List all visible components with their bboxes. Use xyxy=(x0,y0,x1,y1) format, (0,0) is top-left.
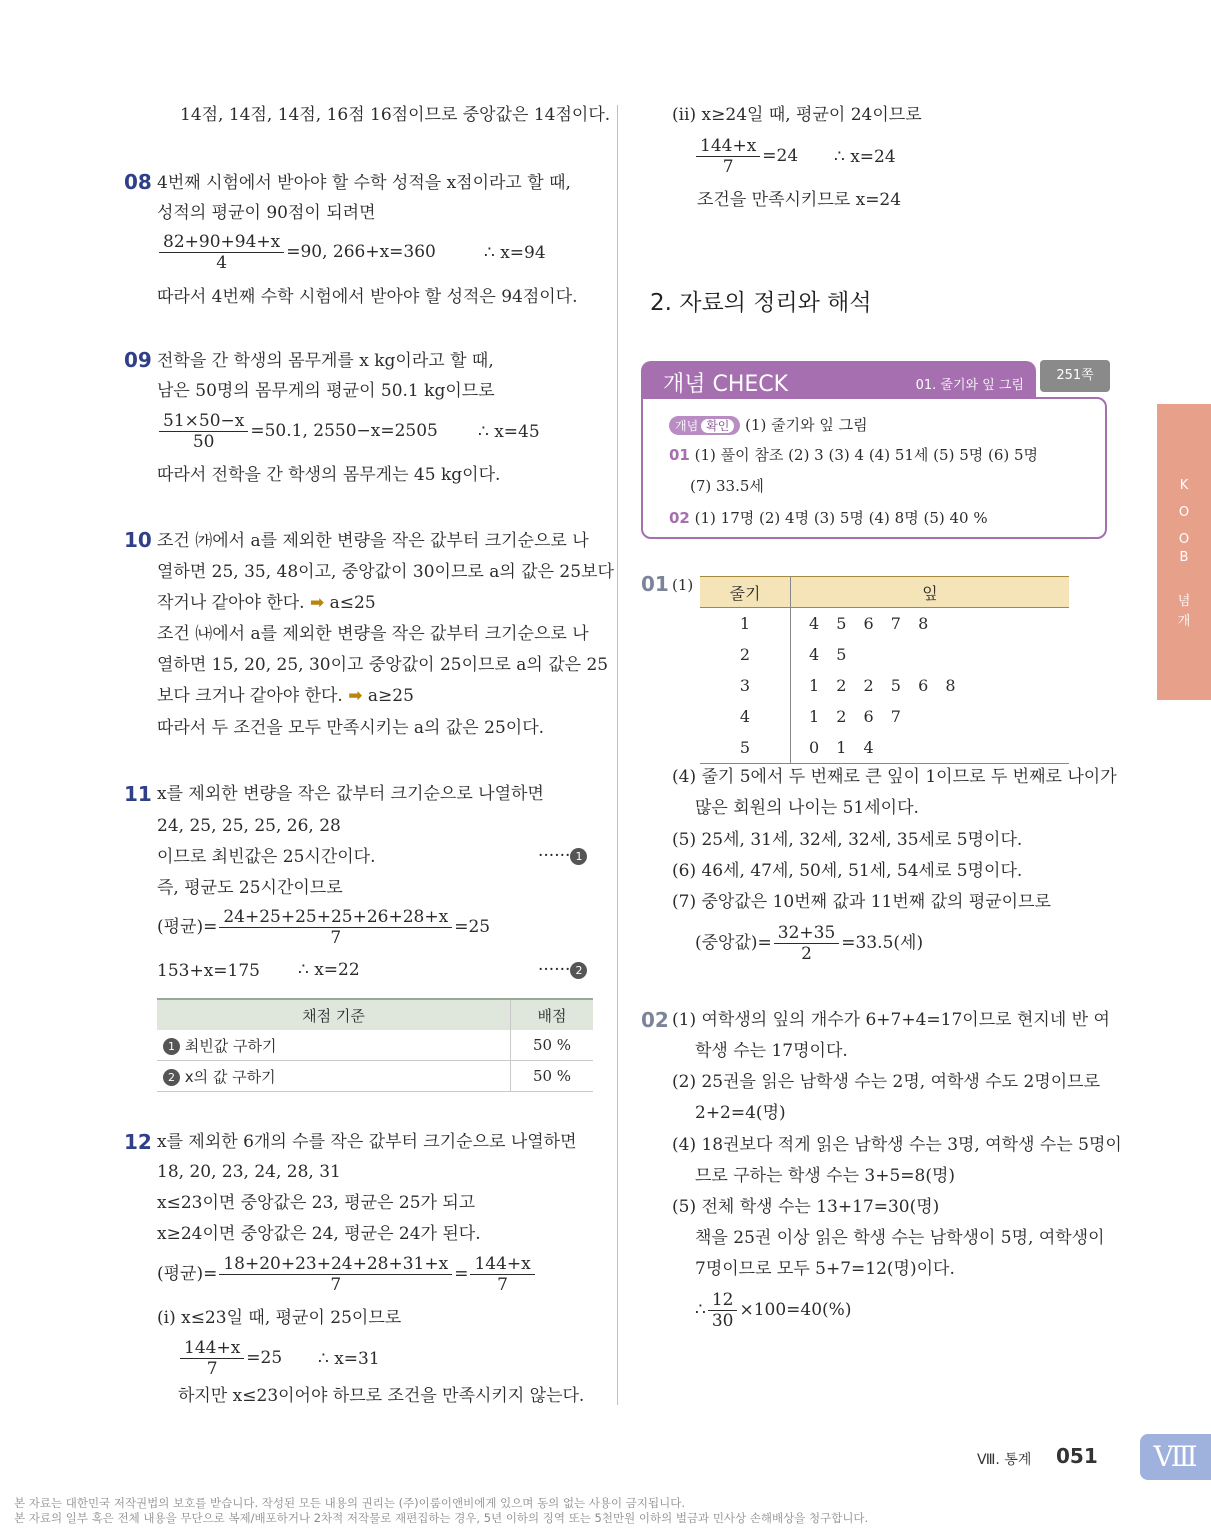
question-number-08: 08 xyxy=(124,170,152,194)
scoring-points-1: 50 % xyxy=(511,1030,594,1061)
q12-line3: x≤23이면 중앙값은 23, 평균은 25가 되고 xyxy=(157,1193,476,1213)
q01-part4-line2: 많은 회원의 나이는 51세이다. xyxy=(695,798,919,818)
q12-case1-eq: =25 xyxy=(246,1348,283,1368)
q02-therefore: ∴ xyxy=(695,1300,706,1320)
q01-part1: (1) xyxy=(672,576,694,594)
concept-check-subtitle: 01. 줄기와 잎 그림 xyxy=(915,378,1024,393)
q02-part5-line2: 책을 25권 이상 읽은 학생 수는 남학생이 5명, 여학생이 xyxy=(695,1228,1105,1248)
stem-value: 1 xyxy=(700,608,791,640)
table-row xyxy=(157,1061,593,1092)
q12-line1: x를 제외한 6개의 수를 작은 값부터 크기순으로 나열하면 xyxy=(157,1132,577,1152)
leaf-values: 4 5 xyxy=(809,645,847,664)
q10-line3 xyxy=(157,592,376,614)
copyright-notice xyxy=(14,1496,868,1526)
q11-mark2-dots: ······ xyxy=(538,960,571,980)
scoring-table xyxy=(157,998,593,1092)
q12-avg-label: (평균)= xyxy=(157,1264,218,1284)
concept-page-ref: 251쪽 xyxy=(1040,360,1110,392)
q11-equation xyxy=(157,907,490,948)
q02-part5-line3: 7명이므로 모두 5+7=12(명)이다. xyxy=(695,1259,955,1279)
q12-equation: (평균)= $\frac{18+20+23+24+28+31+x}{7}$ = $\frac{144+x}{7}$ xyxy=(157,1254,537,1295)
q11-line4: 즉, 평균도 25시간이므로 xyxy=(157,878,343,898)
q02-part1-line2: 학생 수는 17명이다. xyxy=(695,1041,848,1061)
concept-check-header xyxy=(641,361,1036,399)
section-title: 2. 자료의 정리와 해석 xyxy=(650,290,872,316)
concept-answer-01-text: (1) 풀이 참조 (2) 3 (3) 4 (4) 51세 (5) 5명 (6) 5명 xyxy=(694,446,1039,464)
median-label: (중앙값)= xyxy=(695,933,772,953)
question-number-09: 09 xyxy=(124,348,152,372)
q10-line5: 열하면 15, 20, 25, 30이고 중앙값이 25이므로 a의 값은 25 xyxy=(157,655,609,675)
q08-eq-rest: =90, 266+x=360 xyxy=(286,242,436,262)
q08-frac-den: 4 xyxy=(216,253,228,273)
q09-fraction xyxy=(159,411,248,452)
q11-frac-num: 24+25+25+25+26+28+x xyxy=(219,907,452,928)
q12-fraction-2 xyxy=(470,1254,534,1295)
footer-chapter: Ⅷ. 통계 xyxy=(977,1452,1032,1468)
q12-case1-end: 하지만 x≤23이어야 하므로 조건을 만족시키지 않는다. xyxy=(178,1386,585,1406)
scoring-criteria-2: x의 값 구하기 xyxy=(184,1067,276,1086)
q01-part5: (5) 25세, 31세, 32세, 32세, 35세로 5명이다. xyxy=(672,830,1023,850)
q08-fraction xyxy=(159,232,284,273)
leaf-values: 1 2 2 5 6 8 xyxy=(809,676,956,695)
concept-check-title: 개념 CHECK xyxy=(663,372,789,397)
scoring-criteria-1: 최빈값 구하기 xyxy=(184,1036,277,1055)
table-row xyxy=(700,639,1069,670)
circled-one-icon: 1 xyxy=(163,1038,180,1055)
q09-eq-rest: =50.1, 2550−x=2505 xyxy=(250,421,438,441)
copyright-line-1: 본 자료는 대한민국 저작권법의 보호를 받습니다. 작성된 모든 내용의 권리는 (주)이룸이앤비에게 있으며 동의 없는 사용이 금지됩니다. xyxy=(14,1496,685,1510)
column-divider xyxy=(617,105,618,1405)
q02-percent-rest: ×100=40(%) xyxy=(739,1300,852,1320)
concept-answer-02 xyxy=(669,507,988,528)
scoring-points-2: 50 % xyxy=(511,1061,594,1092)
table-row xyxy=(700,670,1069,701)
side-tab-letter: 념 xyxy=(1177,594,1191,609)
q11-therefore: ∴ x=22 xyxy=(298,960,360,980)
q02-fraction xyxy=(708,1290,738,1331)
q09-therefore: ∴ x=45 xyxy=(478,422,540,442)
chapter-tab: Ⅷ xyxy=(1140,1434,1211,1480)
question-number-11: 11 xyxy=(124,782,152,806)
q11-fraction xyxy=(219,907,452,948)
scoring-header-points: 배점 xyxy=(511,999,594,1030)
side-tab-letter: O xyxy=(1178,505,1190,520)
q09-line2: 남은 50명의 몸무게의 평균이 50.1 kg이므로 xyxy=(157,381,495,401)
copyright-line-2: 본 자료의 일부 혹은 전체 내용을 무단으로 복제/배포하거나 2차적 저작물로 재편집하는 경우, 5년 이하의 징역 또는 5천만원 이하의 벌금과 민사상 손해배상을 청구합니다. xyxy=(14,1511,869,1525)
stem-leaf-table xyxy=(700,576,1069,764)
stem-header: 줄기 xyxy=(700,577,791,608)
stem-value: 4 xyxy=(700,701,791,732)
intro-line: 14점, 14점, 14점, 16점 16점이므로 중앙값은 14점이다. xyxy=(180,105,611,125)
circled-two-icon: 2 xyxy=(570,962,587,979)
badge-text: (1) 줄기와 잎 그림 xyxy=(745,416,868,434)
concept-answer-02-text: (1) 17명 (2) 4명 (3) 5명 (4) 8명 (5) 40 % xyxy=(694,509,988,527)
q09-frac-num: 51×50−x xyxy=(159,411,248,432)
q11-line2: 24, 25, 25, 25, 26, 28 xyxy=(157,816,341,836)
table-row xyxy=(700,732,1069,764)
q12-case2-end: 조건을 만족시키므로 x=24 xyxy=(697,190,902,210)
q01-median-equation xyxy=(695,923,923,964)
arrow-right-icon: ➡ xyxy=(310,593,325,613)
scoring-header-criteria: 채점 기준 xyxy=(157,999,511,1030)
q12-case1-num: 144+x xyxy=(180,1338,244,1359)
q09-line1: 전학을 간 학생의 몸무게를 x kg이라고 할 때, xyxy=(157,351,494,371)
table-row xyxy=(700,701,1069,732)
circled-two-icon: 2 xyxy=(163,1069,180,1086)
question-number-12: 12 xyxy=(124,1130,152,1154)
q02-part2-line2: 2+2=4(명) xyxy=(695,1103,786,1123)
q09-line4: 따라서 전학을 간 학생의 몸무게는 45 kg이다. xyxy=(157,465,501,485)
leaf-values: 1 2 6 7 xyxy=(809,707,901,726)
concept-answer-01b: (7) 33.5세 xyxy=(690,477,764,495)
circled-one-icon: 1 xyxy=(570,848,587,865)
q12-case2-num: 144+x xyxy=(696,136,760,157)
q12-frac2-den: 7 xyxy=(497,1275,508,1295)
q11-line1: x를 제외한 변량을 작은 값부터 크기순으로 나열하면 xyxy=(157,784,544,804)
q02-part4-line1: (4) 18권보다 적게 읽은 남학생 수는 3명, 여학생 수는 5명이 xyxy=(672,1135,1122,1155)
q10-line3-text: 작거나 같아야 한다. xyxy=(157,593,305,613)
median-fraction xyxy=(774,923,840,964)
q10-line4: 조건 ㈏에서 a를 제외한 변량을 작은 값부터 크기순으로 나 xyxy=(157,624,589,644)
q08-line4: 따라서 4번째 수학 시험에서 받아야 할 성적은 94점이다. xyxy=(157,287,578,307)
q12-case1: (ⅰ) x≤23일 때, 평균이 25이므로 xyxy=(157,1308,402,1328)
q01-part4-line1: (4) 줄기 5에서 두 번째로 큰 잎이 1이므로 두 번째로 나이가 xyxy=(672,767,1117,787)
q08-frac-num: 82+90+94+x xyxy=(159,232,284,253)
median-den: 2 xyxy=(801,944,812,964)
leaf-values: 0 1 4 xyxy=(791,732,1070,764)
q02-part2-line1: (2) 25권을 읽은 남학생 수는 2명, 여학생 수도 2명이므로 xyxy=(672,1072,1100,1092)
q10-line6-result: a≥25 xyxy=(367,686,414,706)
q12-case1-fraction xyxy=(180,1338,244,1379)
q12-frac2-num: 144+x xyxy=(470,1254,534,1275)
q12-case2-eq: =24 xyxy=(762,146,799,166)
q02-frac-den: 30 xyxy=(711,1311,734,1331)
badge-label-2: 확인 xyxy=(701,419,734,433)
side-tab-letter: K xyxy=(1179,478,1189,493)
page-number: 051 xyxy=(1056,1444,1098,1468)
concept-answer-02-num: 02 xyxy=(669,509,690,527)
q01-part7: (7) 중앙값은 10번째 값과 11번째 값의 평균이므로 xyxy=(672,892,1051,912)
q11-mark2 xyxy=(538,960,587,980)
arrow-right-icon: ➡ xyxy=(348,686,363,706)
q08-line1: 4번째 시험에서 받아야 할 수학 성적을 x점이라고 할 때, xyxy=(157,173,571,193)
leaf-values: 4 5 6 7 8 xyxy=(809,614,929,633)
median-eq: =33.5(세) xyxy=(841,933,924,953)
median-num: 32+35 xyxy=(774,923,840,944)
q08-equation xyxy=(157,232,436,273)
q10-line3-result: a≤25 xyxy=(329,593,376,613)
question-number-01: 01 xyxy=(641,572,669,596)
concept-answer-01 xyxy=(669,444,1038,465)
q11-avg-label: (평균)= xyxy=(157,917,218,937)
q12-case2-fraction xyxy=(696,136,760,177)
q10-line7: 따라서 두 조건을 모두 만족시키는 a의 값은 25이다. xyxy=(157,718,545,738)
q12-line4: x≥24이면 중앙값은 24, 평균은 24가 된다. xyxy=(157,1224,481,1244)
q02-part5-line1: (5) 전체 학생 수는 13+17=30(명) xyxy=(672,1197,940,1217)
q12-case1-den: 7 xyxy=(206,1359,218,1379)
q08-line2: 성적의 평균이 90점이 되려면 xyxy=(157,203,376,223)
q09-frac-den: 50 xyxy=(192,432,215,452)
q12-case1-equation xyxy=(178,1338,282,1379)
side-tab-letter: B xyxy=(1179,550,1189,565)
concept-badge xyxy=(669,416,740,435)
q09-equation xyxy=(157,411,438,452)
q12-line2: 18, 20, 23, 24, 28, 31 xyxy=(157,1162,341,1182)
q11-line3: 이므로 최빈값은 25시간이다. xyxy=(157,847,376,867)
table-row xyxy=(157,1030,593,1061)
leaf-header: 잎 xyxy=(791,577,1070,608)
q10-line1: 조건 ㈎에서 a를 제외한 변량을 작은 값부터 크기순으로 나 xyxy=(157,531,589,551)
q11-mark1 xyxy=(538,846,587,866)
q10-line6-text: 보다 크거나 같아야 한다. xyxy=(157,686,343,706)
q08-therefore: ∴ x=94 xyxy=(484,243,546,263)
q12-case2-therefore: ∴ x=24 xyxy=(834,147,896,167)
q11-frac-den: 7 xyxy=(330,928,342,948)
stem-value: 5 xyxy=(700,732,791,764)
q11-mark1-dots: ······ xyxy=(538,846,571,866)
side-tab-letter: 개 xyxy=(1177,614,1191,629)
q10-line2: 열하면 25, 35, 48이고, 중앙값이 30이므로 a의 값은 25보다 xyxy=(157,562,614,582)
q12-case2-equation xyxy=(694,136,798,177)
q11-line6: 153+x=175 xyxy=(157,961,260,981)
badge-label-1: 개념 xyxy=(675,419,699,433)
q02-part1-line1: (1) 여학생의 잎의 개수가 6+7+4=17이므로 현지네 반 여 xyxy=(672,1010,1110,1030)
q12-case1-therefore: ∴ x=31 xyxy=(318,1349,380,1369)
q10-line6 xyxy=(157,685,414,707)
concept-answer-01-num: 01 xyxy=(669,446,690,464)
q12-frac1-num: 18+20+23+24+28+31+x xyxy=(219,1254,452,1275)
question-number-10: 10 xyxy=(124,528,152,552)
q12-case2: (ⅱ) x≥24일 때, 평균이 24이므로 xyxy=(672,105,922,125)
q11-eq-rest: =25 xyxy=(454,917,491,937)
q02-part4-line2: 므로 구하는 학생 수는 3+5=8(명) xyxy=(695,1166,956,1186)
stem-value: 3 xyxy=(700,670,791,701)
q02-percent-equation xyxy=(695,1290,851,1331)
q12-case2-den: 7 xyxy=(722,157,734,177)
q12-frac1-den: 7 xyxy=(330,1275,342,1295)
stem-value: 2 xyxy=(700,639,791,670)
table-row xyxy=(700,608,1069,640)
question-number-02: 02 xyxy=(641,1008,669,1032)
q12-fraction-1 xyxy=(219,1254,452,1295)
q02-frac-num: 12 xyxy=(708,1290,738,1311)
side-tab-letter: O xyxy=(1178,532,1190,547)
concept-badge-line xyxy=(669,414,868,435)
q01-part6: (6) 46세, 47세, 50세, 51세, 54세로 5명이다. xyxy=(672,861,1023,881)
